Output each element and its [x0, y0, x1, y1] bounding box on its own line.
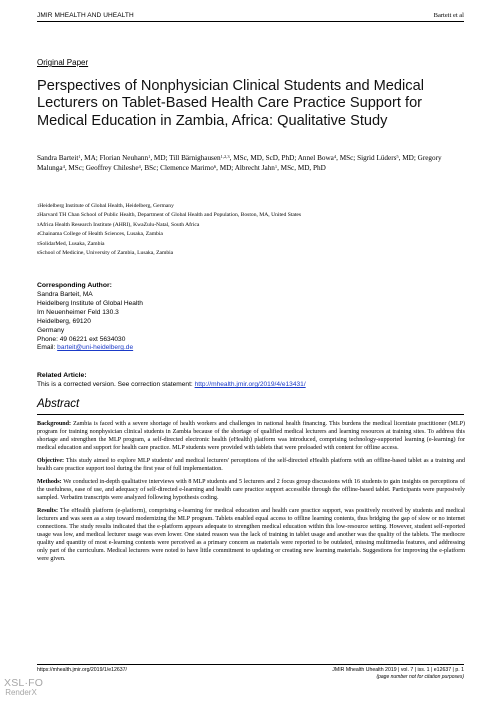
author-name: Annel Bowa — [297, 154, 334, 162]
author-name: Till Bärnighausen — [169, 154, 221, 162]
footer-url: https://mhealth.jmir.org/2019/1/e12637/ — [37, 667, 127, 673]
author-affiliation-mark: 4 — [138, 164, 141, 170]
affiliation — [37, 240, 467, 249]
corresponding-author-heading: Corresponding Author: — [37, 282, 112, 289]
author-degrees: , MSc, MD, ScD, PhD; — [229, 154, 298, 162]
affiliation-number: 5 — [37, 240, 40, 246]
email-link[interactable]: barteit@uni-heidelberg.de — [57, 344, 134, 352]
corresponding-email-line — [37, 344, 337, 353]
running-author: Barteit et al — [433, 12, 464, 19]
address-line: Phone: 49 06221 ext 5634030 — [37, 335, 126, 343]
affiliation-list — [37, 202, 467, 258]
affiliation-number: 1 — [37, 203, 40, 208]
author-name: Clemence Marimo — [160, 164, 214, 173]
author-affiliation-mark: 5 — [396, 154, 399, 159]
abstract-section-text: Zambia is faced with a severe shortage of health workers and challenges in national health financing. This burdens the medical licentiate practitioner (MLP) program for training nonphysician clinical students in Zambia because of the shortage of qualified medical lecturers and learning resources at training sites. To address this shortage and strengthen the MLP program, a self-directed electronic health (eHealth) platform was introduced, comprising technology-supported learning (e-learning) for medical education and support for health care practice. MLP students were provided with tablets that were preloaded with content for offline access. — [37, 421, 465, 451]
abstract-section — [37, 458, 465, 474]
author-name: Sigrid Lüders — [357, 154, 397, 162]
author-affiliation-mark: 4 — [62, 164, 65, 170]
footer-page-note: (page number not for citation purposes) — [376, 674, 464, 680]
author-name: Geoffrey Chileshe — [85, 164, 139, 173]
journal-name: JMIR MHEALTH AND UHEALTH — [37, 12, 134, 19]
abstract-section-text: We conducted in-depth qualitative interviews with 8 MLP students and 5 lecturers and 2 focus group discussions with 16 students to gain insights on perceptions of the usefulness, ease of use, and adequacy of self-directed e-learning and health care practice support accessible through the offline-based tablet. Participants were purposively sampled. Verbatim transcripts were analyzed following hypothesis coding. — [37, 479, 465, 501]
related-article-heading: Related Article: — [37, 372, 87, 379]
article-type: Original Paper — [37, 58, 89, 67]
affiliation — [37, 221, 467, 230]
author-name: Florian Neuhann — [99, 154, 149, 162]
author-degrees: , MA; — [80, 154, 100, 162]
author-degrees: , BSc; — [140, 164, 161, 173]
abstract-section-text: The eHealth platform (e-platform), comprising e-learning for medical education and health care practice support, was positively received by students and medical lecturers and was seen as a step toward modernizing the MLP program. Tablets enabled equal access to offline learning contents, thus bridging the gap of slow or no internet connections. The study results indicated that the e-platform appears adequate to strengthen medical education within this low-resource setting. However, student self-reported usage was low, and medical lecturer usage was even lower. One stated reason was the lack of training in tablet usage and another was the quality of the tablets. The mediocre quality and quantity of most e-learning contents were perceived as a primary concern as materials were reported to be outdated, missing multimedia features, and addressing only part of the curriculum. Medical lecturers were noted to have little commitment to updating or creating new learning materials. Suggestions for improving the e-platform were given. — [37, 508, 465, 562]
affiliation — [37, 211, 467, 220]
author-degrees: , MD; — [216, 164, 235, 173]
affiliation — [37, 202, 467, 211]
author-name: Gregory Malunga — [37, 154, 442, 173]
address-line: Heidelberg Institute of Global Health — [37, 299, 143, 307]
header-divider — [37, 21, 464, 22]
author-affiliation-mark: 1 — [78, 154, 81, 159]
affiliation-text: Heidelberg Institute of Global Health, Heidelberg, Germany — [39, 203, 174, 209]
address-line: Germany — [37, 326, 65, 334]
affiliation-text: SolidarMed, Lusaka, Zambia — [39, 240, 105, 247]
author-degrees: , MD; — [150, 154, 170, 162]
affiliation-number: 2 — [37, 212, 40, 218]
author-affiliation-mark: 1 — [274, 164, 278, 170]
related-article-text — [37, 381, 306, 388]
watermark-line-2: RenderX — [5, 688, 37, 697]
watermark-line-1: XSL·FO — [4, 677, 44, 689]
corresponding-author-block — [37, 291, 337, 353]
affiliation-number: 4 — [37, 231, 40, 237]
author-affiliation-mark: 1,2,3 — [220, 154, 230, 159]
abstract-section-label: Results: — [37, 508, 58, 515]
author-degrees: , MSc; — [336, 154, 358, 162]
renderx-watermark — [4, 677, 44, 698]
affiliation-text: Harvard TH Chan School of Public Health, Department of Global Health and Population, Boston, MA, United States — [39, 212, 302, 219]
affiliation-text: School of Medicine, University of Zambia, Lusaka, Zambia — [39, 250, 174, 257]
footer-citation: JMIR Mhealth Uhealth 2019 | vol. 7 | iss. 1 | e12637 | p. 1 — [332, 667, 464, 673]
affiliation — [37, 249, 467, 258]
abstract-section-label: Background: — [37, 421, 72, 427]
author-affiliation-mark: 4 — [333, 154, 337, 159]
abstract-divider — [37, 414, 464, 415]
author-affiliation-mark: 1 — [148, 154, 151, 159]
address-line: Heidelberg, 69120 — [37, 317, 91, 325]
abstract-body — [37, 421, 465, 569]
address-line: Im Neuenheimer Feld 130.3 — [37, 308, 119, 316]
author-affiliation-mark: 6 — [213, 164, 217, 170]
address-line: Sandra Barteit, MA — [37, 291, 93, 298]
abstract-section-label: Objective: — [37, 458, 65, 464]
corresponding-address — [37, 291, 337, 344]
affiliation-number: 6 — [37, 250, 40, 256]
affiliation — [37, 230, 467, 239]
abstract-heading: Abstract — [37, 398, 80, 410]
correction-link[interactable]: http://mhealth.jmir.org/2019/4/e13431/ — [194, 381, 306, 388]
author-list — [37, 153, 465, 173]
author-name: Albrecht Jahn — [234, 164, 275, 173]
abstract-section-text: This study aimed to explore MLP students' and medical lecturers' perceptions of the self-directed eHealth platform with an offline-based tablet as a training and health care practice support tool during the first year of full implementation. — [37, 458, 465, 472]
abstract-section — [37, 508, 465, 564]
affiliation-text: Chainama College of Health Sciences, Lusaka, Zambia — [39, 231, 163, 238]
abstract-section-label: Methods: — [37, 479, 62, 486]
author-degrees: , MSc; — [64, 164, 86, 173]
author-name: Sandra Barteit — [37, 154, 79, 162]
related-article-statement: This is a corrected version. See correction statement: — [37, 381, 195, 388]
author-degrees: , MD; — [398, 154, 418, 162]
abstract-section — [37, 479, 465, 503]
email-label: Email: — [37, 344, 58, 352]
paper-title: Perspectives of Nonphysician Clinical Students and Medical Lecturers on Tablet-Based Health Care Practice Support for Medical Education in Zambia, Africa: Qualitative Study — [37, 78, 424, 129]
footer-divider — [37, 664, 464, 665]
abstract-section — [37, 421, 465, 453]
author-degrees: , MSc, MD, PhD — [277, 164, 326, 173]
affiliation-number: 3 — [37, 221, 40, 227]
affiliation-text: Africa Health Research Institute (AHRI), KwaZulu-Natal, South Africa — [39, 221, 200, 228]
